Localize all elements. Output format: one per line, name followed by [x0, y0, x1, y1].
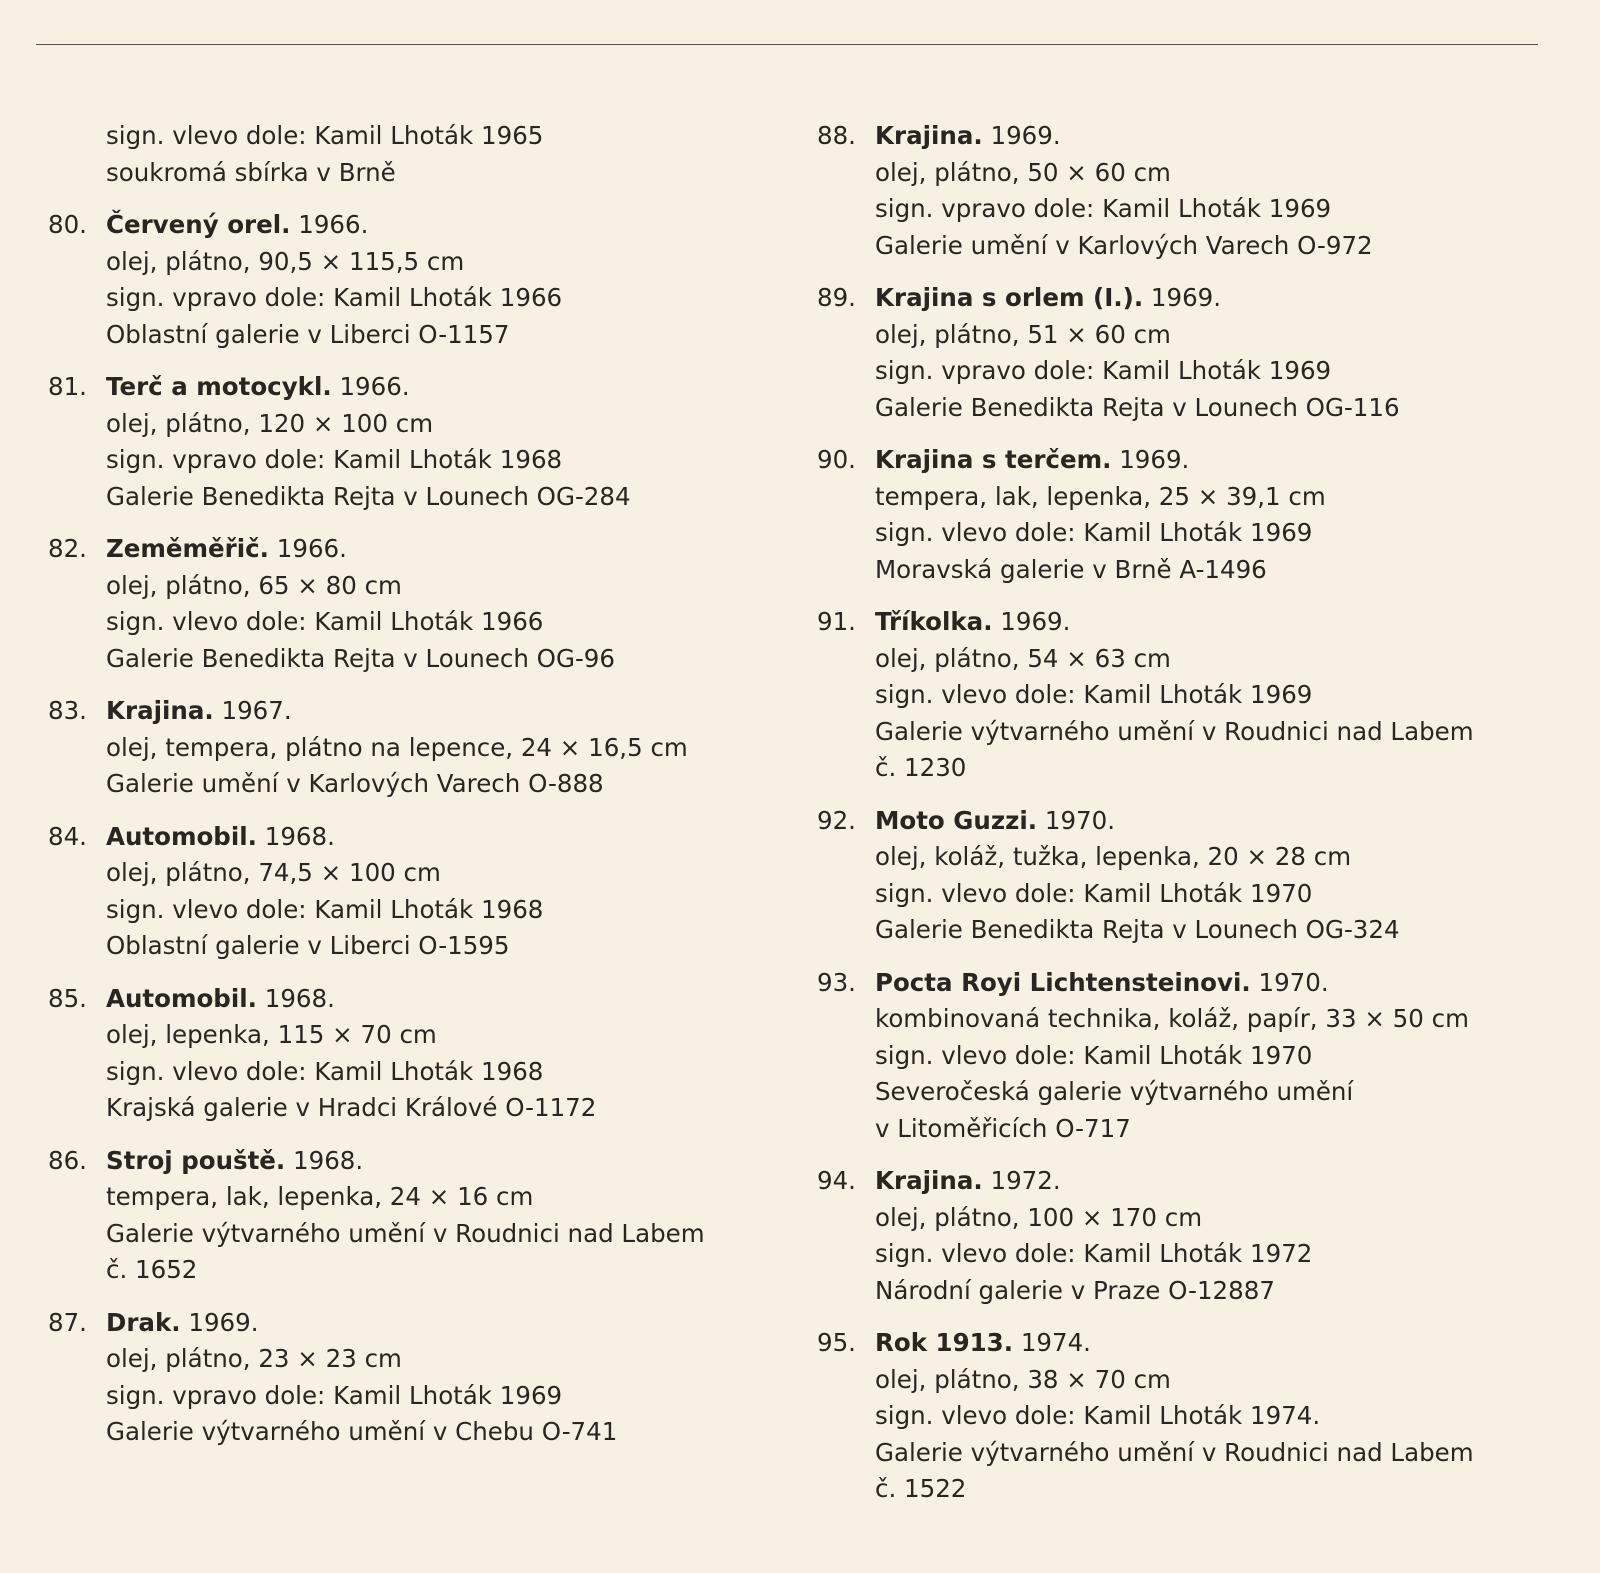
entry-detail-line: Galerie umění v Karlových Varech O-972 — [875, 230, 1373, 260]
entry-detail-line: Galerie Benedikta Rejta v Lounech OG-324 — [875, 915, 1400, 944]
entry-detail-line: olej, plátno, 74,5 × 100 cm — [106, 858, 441, 887]
entry-detail-line: Galerie Benedikta Rejta v Lounech OG-284 — [106, 481, 631, 511]
entry-detail-line: sign. vlevo dole: Kamil Lhoták 1970 — [875, 1040, 1313, 1070]
entry-heading — [106, 369, 764, 406]
entry-detail-line: Galerie umění v Karlových Varech O-888 — [106, 769, 604, 798]
entry-number: 94. — [817, 1166, 856, 1195]
entry-detail-line: Národní galerie v Praze O-12887 — [875, 1275, 1275, 1305]
entry-year: 1970. — [1044, 805, 1115, 835]
entry-detail-line: sign. vlevo dole: Kamil Lhoták 1965 — [106, 121, 544, 150]
entry-title: Krajina. — [875, 1166, 983, 1195]
entry-title: Moto Guzzi. — [875, 805, 1038, 835]
entry-detail-line: sign. vpravo dole: Kamil Lhoták 1968 — [106, 445, 563, 474]
top-rule — [36, 44, 1538, 45]
entry-number: 95. — [817, 1328, 856, 1357]
entry-detail-line: sign. vpravo dole: Kamil Lhoták 1966 — [106, 283, 563, 312]
catalog-entry — [813, 1163, 1553, 1309]
catalog-entry — [44, 531, 764, 677]
entry-detail-line: olej, plátno, 51 × 60 cm — [875, 319, 1171, 349]
entry-number: 87. — [48, 1307, 87, 1337]
entry-number: 85. — [48, 983, 87, 1013]
entry-detail-line: sign. vlevo dole: Kamil Lhoták 1969 — [875, 518, 1313, 547]
catalog-entry — [813, 442, 1553, 588]
catalog-entry — [44, 1305, 764, 1451]
entry-title: Rok 1913. — [875, 1328, 1014, 1357]
entry-detail-line: Galerie výtvarného umění v Chebu O-741 — [106, 1417, 618, 1446]
entry-detail-line: č. 1522 — [875, 1474, 967, 1503]
continued-entry — [44, 118, 764, 191]
entry-detail-line: tempera, lak, lepenka, 24 × 16 cm — [106, 1182, 534, 1211]
entry-detail-line: sign. vpravo dole: Kamil Lhoták 1969 — [875, 194, 1332, 223]
entry-detail-line: sign. vlevo dole: Kamil Lhoták 1969 — [875, 680, 1313, 709]
entry-number: 83. — [48, 696, 87, 725]
entry-title: Terč a motocykl. — [106, 372, 332, 401]
entry-detail-line: sign. vlevo dole: Kamil Lhoták 1968 — [106, 1056, 544, 1086]
catalog-entry — [813, 803, 1553, 949]
entry-year: 1969. — [990, 121, 1061, 150]
entry-detail-line: sign. vlevo dole: Kamil Lhoták 1974. — [875, 1401, 1321, 1430]
entry-title: Stroj pouště. — [106, 1145, 286, 1175]
entry-year: 1969. — [188, 1307, 259, 1337]
entry-number: 92. — [817, 805, 856, 835]
entry-number: 90. — [817, 445, 856, 474]
entry-detail-line: olej, tempera, plátno na lepence, 24 × 16,5 cm — [106, 732, 688, 762]
entry-heading — [106, 981, 764, 1018]
entry-detail-line: tempera, lak, lepenka, 25 × 39,1 cm — [875, 481, 1326, 511]
catalog-entry — [44, 1143, 764, 1289]
entry-title: Automobil. — [106, 983, 257, 1013]
catalog-entry — [813, 604, 1553, 787]
catalog-entry — [813, 965, 1553, 1148]
entry-detail-line: Galerie Benedikta Rejta v Lounech OG-116 — [875, 392, 1400, 422]
entry-year: 1966. — [298, 210, 369, 239]
entry-detail-line: Krajská galerie v Hradci Králové O-1172 — [106, 1093, 597, 1122]
entry-detail-line: Moravská galerie v Brně A-1496 — [875, 554, 1267, 584]
entry-year: 1968. — [293, 1145, 364, 1175]
entry-title: Krajina. — [106, 696, 214, 725]
entry-detail-line: č. 1652 — [106, 1255, 198, 1284]
entry-year: 1968. — [264, 983, 335, 1013]
entry-detail-line: Galerie Benedikta Rejta v Lounech OG-96 — [106, 643, 615, 673]
entry-title: Drak. — [106, 1307, 181, 1337]
entry-heading — [106, 1305, 764, 1342]
entry-detail-line: sign. vpravo dole: Kamil Lhoták 1969 — [106, 1380, 563, 1410]
right-column — [813, 118, 1553, 1524]
entry-detail-line: Galerie výtvarného umění v Roudnici nad Labem — [875, 1437, 1474, 1467]
entry-number: 81. — [48, 372, 87, 401]
entry-detail-line: Galerie výtvarného umění v Roudnici nad Labem — [875, 716, 1474, 746]
entry-detail-line: Oblastní galerie v Liberci O-1157 — [106, 319, 510, 349]
entry-heading — [875, 442, 1553, 479]
entry-detail-line: sign. vlevo dole: Kamil Lhoták 1966 — [106, 607, 544, 636]
entry-year: 1969. — [1150, 283, 1222, 312]
entry-title: Zeměměřič. — [106, 534, 269, 563]
entry-heading — [106, 819, 764, 856]
entry-year: 1972. — [990, 1166, 1061, 1195]
entry-detail-line: sign. vlevo dole: Kamil Lhoták 1972 — [875, 1239, 1313, 1268]
entry-detail-line: sign. vlevo dole: Kamil Lhoták 1968 — [106, 894, 544, 924]
entry-title: Pocta Royi Lichtensteinovi. — [875, 967, 1251, 997]
entry-heading — [875, 965, 1553, 1002]
entry-heading — [875, 1163, 1553, 1200]
entry-detail-line: olej, plátno, 120 × 100 cm — [106, 408, 434, 438]
entry-number: 89. — [817, 283, 856, 312]
catalog-entry — [44, 693, 764, 803]
entry-heading — [875, 604, 1553, 641]
entry-number: 86. — [48, 1145, 87, 1175]
entry-heading — [875, 803, 1553, 840]
entry-year: 1969. — [1000, 607, 1071, 636]
entry-detail-line: č. 1230 — [875, 753, 967, 782]
catalog-entry — [44, 981, 764, 1127]
entry-heading — [106, 207, 764, 244]
entry-number: 84. — [48, 821, 87, 851]
entry-heading — [875, 1325, 1553, 1362]
entry-detail-line: Galerie výtvarného umění v Roudnici nad Labem — [106, 1218, 705, 1248]
entry-detail-line: kombinovaná technika, koláž, papír, 33 × 50 cm — [875, 1004, 1469, 1033]
entry-year: 1968. — [264, 821, 335, 851]
entry-detail-line: olej, plátno, 23 × 23 cm — [106, 1344, 402, 1373]
entry-title: Automobil. — [106, 821, 257, 851]
entry-heading — [875, 118, 1553, 155]
entry-year: 1967. — [221, 696, 292, 725]
entry-detail-line: Severočeská galerie výtvarného umění — [875, 1077, 1354, 1106]
entry-detail-line: Oblastní galerie v Liberci O-1595 — [106, 931, 510, 960]
entry-detail-line: olej, lepenka, 115 × 70 cm — [106, 1020, 437, 1049]
entry-detail-line: olej, koláž, tužka, lepenka, 20 × 28 cm — [875, 842, 1352, 871]
catalog-entry — [44, 369, 764, 515]
entry-heading — [106, 531, 764, 568]
entry-number: 93. — [817, 967, 856, 997]
entry-detail-line: olej, plátno, 100 × 170 cm — [875, 1202, 1203, 1232]
entry-detail-line: sign. vlevo dole: Kamil Lhoták 1970 — [875, 878, 1313, 908]
entry-number: 91. — [817, 607, 856, 636]
left-column — [44, 118, 764, 1467]
catalog-entry — [44, 207, 764, 353]
entry-title: Krajina. — [875, 121, 983, 150]
entry-title: Červený orel. — [106, 210, 291, 239]
entry-year: 1966. — [339, 372, 410, 401]
entry-detail-line: olej, plátno, 54 × 63 cm — [875, 643, 1171, 673]
entry-number: 80. — [48, 210, 87, 239]
entry-heading — [106, 1143, 764, 1180]
entry-year: 1969. — [1119, 445, 1190, 474]
entry-title: Krajina s terčem. — [875, 445, 1112, 474]
catalog-entry — [813, 280, 1553, 426]
entry-detail-line: olej, plátno, 65 × 80 cm — [106, 570, 402, 600]
entry-detail-line: olej, plátno, 38 × 70 cm — [875, 1364, 1171, 1394]
entry-year: 1970. — [1258, 967, 1329, 997]
entry-detail-line: olej, plátno, 50 × 60 cm — [875, 157, 1171, 187]
catalog-entry — [813, 118, 1553, 264]
entry-year: 1974. — [1020, 1328, 1091, 1357]
entry-number: 88. — [817, 121, 856, 150]
catalog-entry — [44, 819, 764, 965]
entry-detail-line: olej, plátno, 90,5 × 115,5 cm — [106, 246, 465, 276]
catalog-entry — [813, 1325, 1553, 1508]
entry-heading — [875, 280, 1553, 317]
entry-detail-line: soukromá sbírka v Brně — [106, 157, 396, 187]
entry-number: 82. — [48, 534, 87, 563]
entry-detail-line: sign. vpravo dole: Kamil Lhoták 1969 — [875, 356, 1332, 385]
entry-title: Tříkolka. — [875, 607, 993, 636]
entry-detail-line: v Litoměřicích O-717 — [875, 1113, 1131, 1143]
entry-heading — [106, 693, 764, 730]
entry-year: 1966. — [276, 534, 347, 563]
entry-title: Krajina s orlem (I.). — [875, 283, 1144, 312]
